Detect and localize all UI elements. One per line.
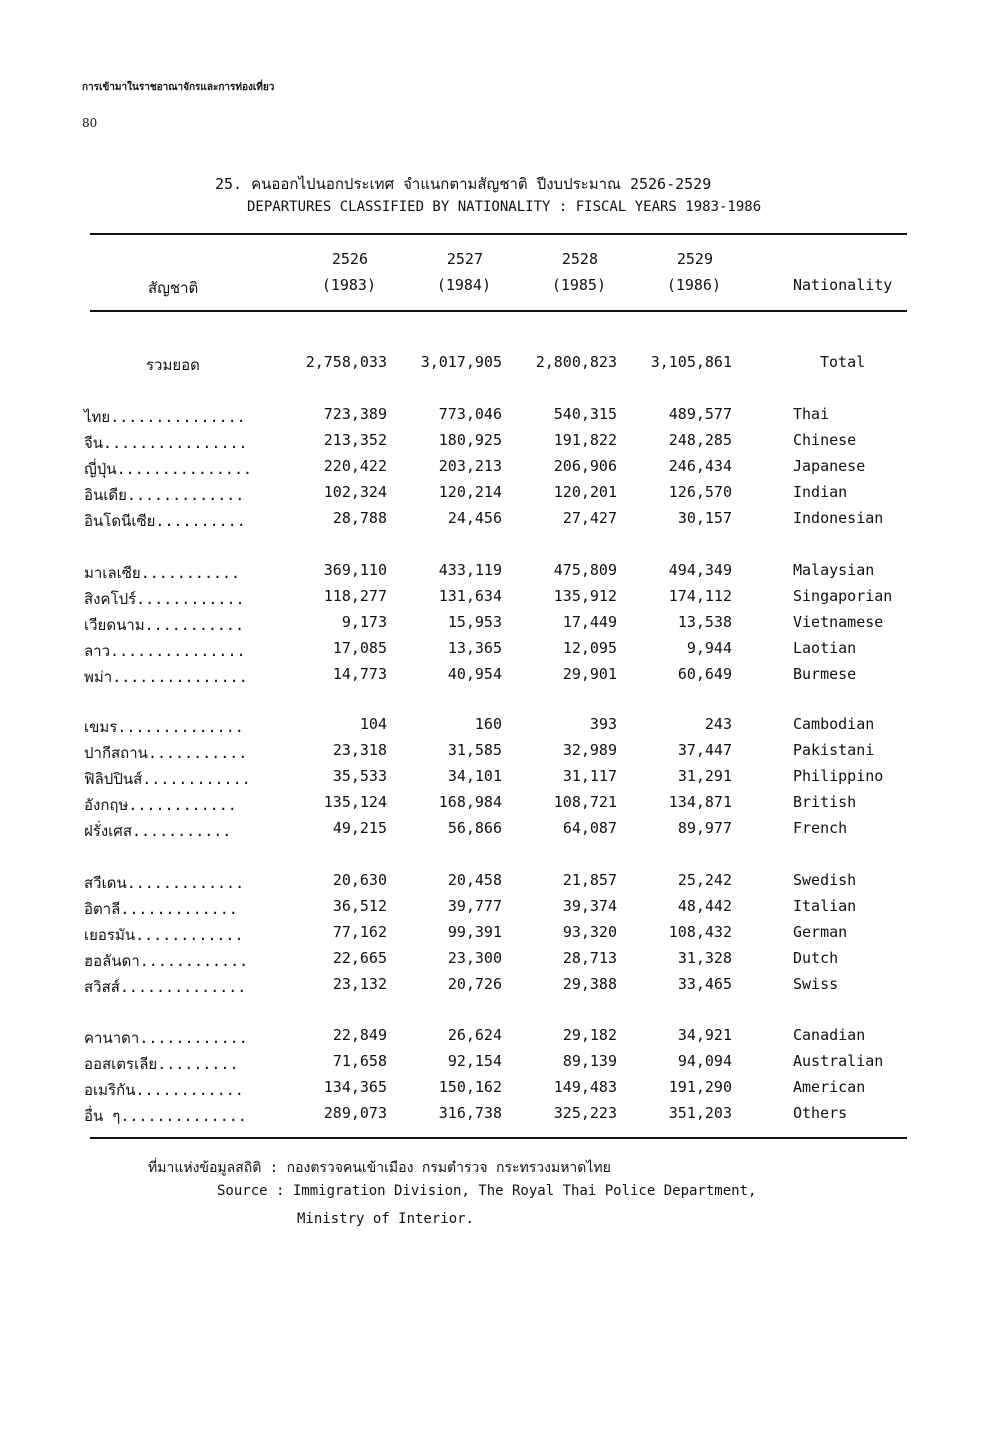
nationality-english: Indonesian [793, 509, 884, 527]
value-cell: 150,162 [438, 1078, 502, 1096]
nationality-thai [84, 639, 246, 663]
nationality-english: Pakistani [793, 741, 875, 759]
leader-dots: .............. [119, 978, 247, 996]
value-cell: 23,318 [332, 741, 387, 759]
leader-dots: ............... [110, 642, 246, 660]
value-cell: 39,777 [447, 897, 502, 915]
leader-dots: ............... [116, 460, 253, 478]
nationality-thai [84, 405, 246, 429]
value-cell: 475,809 [553, 561, 617, 579]
value-cell: 104 [359, 715, 387, 733]
table-row [0, 405, 990, 429]
value-cell: 9,944 [686, 639, 732, 657]
value-cell: 28,713 [562, 949, 617, 967]
value-cell: 120,214 [438, 483, 502, 501]
nationality-thai [84, 561, 240, 585]
nationality-english: Others [793, 1104, 848, 1122]
nationality-thai-text: สวิสส์ [84, 978, 120, 996]
value-cell: 24,456 [447, 509, 502, 527]
value-cell: 26,624 [447, 1026, 502, 1044]
value-cell: 118,277 [323, 587, 387, 605]
header-fy-1986: (1986) [666, 276, 721, 294]
nationality-thai [84, 509, 246, 533]
value-cell: 22,849 [332, 1026, 387, 1044]
value-cell: 108,432 [668, 923, 732, 941]
nationality-thai-text: อังกฤษ [84, 796, 129, 814]
table-title-thai: 25. คนออกไปนอกประเทศ จำแนกตามสัญชาติ ปีงบประมาณ 2526-2529 [215, 175, 712, 193]
nationality-thai-text: อิตาลี [84, 900, 121, 918]
nationality-thai-text: เยอรมัน [84, 926, 136, 944]
value-cell: 94,094 [677, 1052, 732, 1070]
value-cell: 21,857 [562, 871, 617, 889]
nationality-thai [84, 665, 248, 689]
table-row [0, 923, 990, 947]
value-cell: 126,570 [668, 483, 732, 501]
leader-dots: ........... [140, 564, 241, 582]
nationality-thai-text: ลาว [84, 642, 111, 660]
value-cell: 316,738 [438, 1104, 502, 1122]
value-cell: 34,101 [447, 767, 502, 785]
value-cell: 48,442 [677, 897, 732, 915]
nationality-english: Cambodian [793, 715, 875, 733]
value-cell: 23,132 [332, 975, 387, 993]
total-value-1986: 3,105,861 [650, 353, 732, 371]
nationality-thai-text: สวีเดน [84, 874, 127, 892]
source-english-line1: Source : Immigration Division, The Royal Thai Police Department, [217, 1183, 757, 1199]
value-cell: 14,773 [332, 665, 387, 683]
nationality-english: Laotian [793, 639, 857, 657]
table-row [0, 897, 990, 921]
total-label-english: Total [820, 353, 866, 371]
nationality-english: Vietnamese [793, 613, 884, 631]
leader-dots: ............. [120, 900, 238, 918]
table-row [0, 793, 990, 817]
nationality-english: American [793, 1078, 866, 1096]
value-cell: 39,374 [562, 897, 617, 915]
nationality-thai [84, 741, 247, 765]
header-label-thai: สัญชาติ [148, 279, 199, 297]
nationality-thai [84, 923, 244, 947]
value-cell: 369,110 [323, 561, 387, 579]
table-row [0, 431, 990, 455]
leader-dots: .............. [117, 718, 244, 736]
nationality-thai [84, 1104, 247, 1128]
value-cell: 433,119 [438, 561, 502, 579]
nationality-thai-text: ฝรั่งเศส [84, 822, 132, 840]
value-cell: 180,925 [438, 431, 502, 449]
value-cell: 13,365 [447, 639, 502, 657]
table-row [0, 1104, 990, 1128]
nationality-thai [84, 767, 251, 791]
value-cell: 33,465 [677, 975, 732, 993]
value-cell: 27,427 [562, 509, 617, 527]
value-cell: 23,300 [447, 949, 502, 967]
nationality-thai [84, 457, 252, 481]
source-english-line2: Ministry of Interior. [297, 1211, 475, 1227]
nationality-english: Australian [793, 1052, 884, 1070]
leader-dots: ............ [139, 952, 249, 970]
leader-dots: .......... [155, 512, 246, 530]
nationality-english: Italian [793, 897, 857, 915]
value-cell: 36,512 [332, 897, 387, 915]
nationality-thai [84, 1078, 244, 1102]
table-bottom-rule [90, 1137, 907, 1139]
nationality-english: Dutch [793, 949, 839, 967]
value-cell: 25,242 [677, 871, 732, 889]
nationality-thai [84, 613, 244, 637]
value-cell: 131,634 [438, 587, 502, 605]
nationality-thai-text: อื่น ๆ [84, 1107, 121, 1125]
table-row [0, 975, 990, 999]
value-cell: 134,365 [323, 1078, 387, 1096]
leader-dots: ............ [142, 770, 251, 788]
nationality-thai-text: จีน [84, 434, 104, 452]
value-cell: 135,912 [553, 587, 617, 605]
header-label-english: Nationality [793, 276, 893, 294]
value-cell: 248,285 [668, 431, 732, 449]
value-cell: 134,871 [668, 793, 732, 811]
leader-dots: ........... [147, 744, 248, 762]
leader-dots: .............. [120, 1107, 247, 1125]
nationality-thai-text: มาเลเซีย [84, 564, 141, 582]
value-cell: 540,315 [553, 405, 617, 423]
value-cell: 102,324 [323, 483, 387, 501]
leader-dots: ............... [112, 668, 248, 686]
value-cell: 22,665 [332, 949, 387, 967]
value-cell: 29,901 [562, 665, 617, 683]
table-title-english: DEPARTURES CLASSIFIED BY NATIONALITY : FISCAL YEARS 1983-1986 [247, 199, 762, 215]
value-cell: 191,822 [553, 431, 617, 449]
value-cell: 17,449 [562, 613, 617, 631]
nationality-thai-text: ออสเตรเลีย [84, 1055, 158, 1073]
nationality-thai [84, 819, 231, 843]
nationality-thai [84, 587, 245, 611]
value-cell: 92,154 [447, 1052, 502, 1070]
table-row [0, 1078, 990, 1102]
total-value-1985: 2,800,823 [535, 353, 617, 371]
value-cell: 120,201 [553, 483, 617, 501]
leader-dots: ............ [135, 1081, 244, 1099]
nationality-english: Swedish [793, 871, 857, 889]
nationality-thai [84, 949, 248, 973]
nationality-english: Japanese [793, 457, 866, 475]
value-cell: 30,157 [677, 509, 732, 527]
nationality-thai [84, 483, 244, 507]
value-cell: 28,788 [332, 509, 387, 527]
value-cell: 29,388 [562, 975, 617, 993]
value-cell: 31,291 [677, 767, 732, 785]
table-row [0, 509, 990, 533]
value-cell: 77,162 [332, 923, 387, 941]
value-cell: 12,095 [562, 639, 617, 657]
header-year-2528: 2528 [561, 250, 598, 268]
nationality-thai [84, 975, 246, 999]
nationality-english: British [793, 793, 857, 811]
nationality-english: Singaporian [793, 587, 893, 605]
total-row [0, 353, 990, 377]
leader-dots: ............... [110, 408, 246, 426]
nationality-thai-text: ฟิลิปปินส์ [84, 770, 143, 788]
header-year-2527: 2527 [446, 250, 483, 268]
nationality-english: Chinese [793, 431, 857, 449]
value-cell: 17,085 [332, 639, 387, 657]
nationality-thai [84, 897, 238, 921]
table-row [0, 639, 990, 663]
table-row [0, 613, 990, 637]
nationality-english: Thai [793, 405, 830, 423]
value-cell: 31,117 [562, 767, 617, 785]
value-cell: 9,173 [341, 613, 387, 631]
header-fy-1985: (1985) [551, 276, 606, 294]
leader-dots: ........... [144, 616, 244, 634]
leader-dots: ................ [103, 434, 248, 452]
value-cell: 393 [589, 715, 617, 733]
table-row [0, 1052, 990, 1076]
nationality-thai-text: อินเดีย [84, 486, 127, 504]
nationality-thai-text: อเมริกัน [84, 1081, 136, 1099]
nationality-english: Canadian [793, 1026, 866, 1044]
value-cell: 20,726 [447, 975, 502, 993]
nationality-thai [84, 793, 237, 817]
value-cell: 149,483 [553, 1078, 617, 1096]
table-row [0, 587, 990, 611]
table-top-rule [90, 233, 907, 235]
value-cell: 246,434 [668, 457, 732, 475]
value-cell: 37,447 [677, 741, 732, 759]
table-row [0, 715, 990, 739]
nationality-thai [84, 871, 244, 895]
value-cell: 325,223 [553, 1104, 617, 1122]
nationality-thai-text: สิงคโปร์ [84, 590, 137, 608]
leader-dots: ............. [126, 486, 245, 504]
table-row [0, 819, 990, 843]
header-fy-1983: (1983) [321, 276, 376, 294]
value-cell: 64,087 [562, 819, 617, 837]
nationality-thai-text: ฮอลันดา [84, 952, 140, 970]
total-label-thai: รวมยอด [146, 356, 200, 374]
value-cell: 351,203 [668, 1104, 732, 1122]
value-cell: 31,328 [677, 949, 732, 967]
value-cell: 29,182 [562, 1026, 617, 1044]
nationality-thai [84, 1052, 239, 1076]
nationality-thai [84, 431, 248, 455]
value-cell: 13,538 [677, 613, 732, 631]
value-cell: 99,391 [447, 923, 502, 941]
total-value-1984: 3,017,905 [420, 353, 502, 371]
value-cell: 160 [474, 715, 502, 733]
source-thai: ที่มาแห่งข้อมูลสถิติ : กองตรวจคนเข้าเมือง กรมตำรวจ กระทรวงมหาดไทย [148, 1160, 611, 1176]
nationality-english: Philippino [793, 767, 884, 785]
nationality-english: Swiss [793, 975, 839, 993]
value-cell: 56,866 [447, 819, 502, 837]
nationality-thai [84, 1026, 248, 1050]
value-cell: 168,984 [438, 793, 502, 811]
table-row [0, 483, 990, 507]
header-year-2529: 2529 [676, 250, 713, 268]
nationality-english: German [793, 923, 848, 941]
value-cell: 35,533 [332, 767, 387, 785]
page-header: การเข้ามาในราชอาณาจักรและการท่องเที่ยว [82, 82, 275, 93]
nationality-english: Burmese [793, 665, 857, 683]
value-cell: 49,215 [332, 819, 387, 837]
nationality-english: Indian [793, 483, 848, 501]
value-cell: 34,921 [677, 1026, 732, 1044]
nationality-thai-text: พม่า [84, 668, 113, 686]
value-cell: 135,124 [323, 793, 387, 811]
value-cell: 89,139 [562, 1052, 617, 1070]
value-cell: 71,658 [332, 1052, 387, 1070]
header-fy-1984: (1984) [436, 276, 491, 294]
value-cell: 32,989 [562, 741, 617, 759]
nationality-thai-text: คานาดา [84, 1029, 140, 1047]
table-row [0, 871, 990, 895]
nationality-thai-text: ปากีสถาน [84, 744, 148, 762]
table-row [0, 665, 990, 689]
leader-dots: ............ [139, 1029, 248, 1047]
nationality-thai [84, 715, 244, 739]
value-cell: 203,213 [438, 457, 502, 475]
table-row [0, 949, 990, 973]
value-cell: 89,977 [677, 819, 732, 837]
value-cell: 289,073 [323, 1104, 387, 1122]
leader-dots: ............. [126, 874, 245, 892]
leader-dots: ............ [136, 590, 245, 608]
value-cell: 31,585 [447, 741, 502, 759]
value-cell: 243 [704, 715, 732, 733]
value-cell: 15,953 [447, 613, 502, 631]
value-cell: 40,954 [447, 665, 502, 683]
value-cell: 213,352 [323, 431, 387, 449]
leader-dots: ........... [131, 822, 232, 840]
value-cell: 723,389 [323, 405, 387, 423]
value-cell: 60,649 [677, 665, 732, 683]
value-cell: 20,630 [332, 871, 387, 889]
value-cell: 191,290 [668, 1078, 732, 1096]
value-cell: 20,458 [447, 871, 502, 889]
header-year-2526: 2526 [331, 250, 368, 268]
nationality-thai-text: อินโดนีเซีย [84, 512, 156, 530]
value-cell: 220,422 [323, 457, 387, 475]
nationality-thai-text: เวียดนาม [84, 616, 145, 634]
leader-dots: ......... [157, 1055, 239, 1073]
nationality-english: Malaysian [793, 561, 875, 579]
nationality-english: French [793, 819, 848, 837]
nationality-thai-text: เขมร [84, 718, 118, 736]
table-row [0, 741, 990, 765]
value-cell: 206,906 [553, 457, 617, 475]
table-row [0, 561, 990, 585]
table-row [0, 457, 990, 481]
table-row [0, 1026, 990, 1050]
value-cell: 108,721 [553, 793, 617, 811]
nationality-thai-text: ไทย [84, 408, 111, 426]
leader-dots: ............ [135, 926, 244, 944]
value-cell: 773,046 [438, 405, 502, 423]
value-cell: 494,349 [668, 561, 732, 579]
value-cell: 174,112 [668, 587, 732, 605]
value-cell: 489,577 [668, 405, 732, 423]
table-header-rule [90, 310, 907, 312]
page-number: 80 [82, 116, 98, 130]
table-row [0, 767, 990, 791]
nationality-thai-text: ญี่ปุ่น [84, 460, 117, 478]
value-cell: 93,320 [562, 923, 617, 941]
leader-dots: ............ [128, 796, 237, 814]
total-value-1983: 2,758,033 [305, 353, 387, 371]
